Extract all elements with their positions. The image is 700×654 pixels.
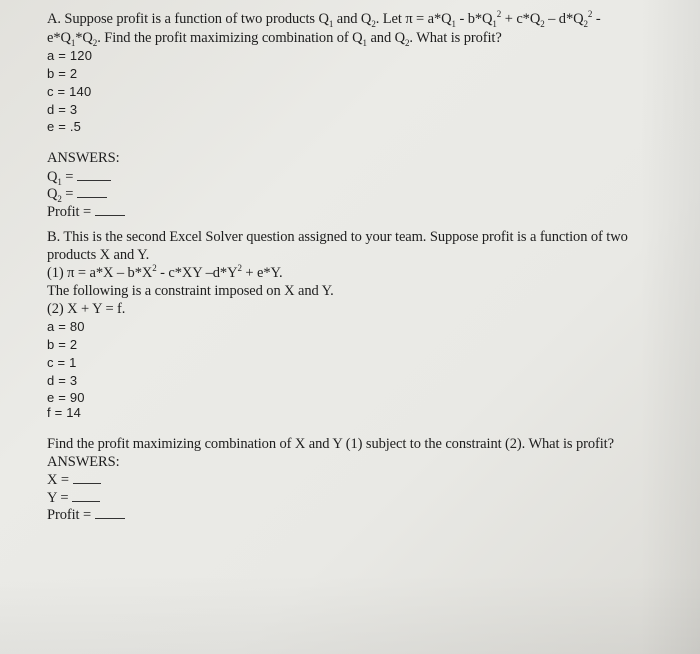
answer-blank[interactable] [95, 204, 125, 216]
param-e: e = .5 [47, 119, 82, 134]
text-segment: e*Q [47, 30, 71, 46]
part-b-question: Find the profit maximizing combination of X and Y (1) subject to the constraint (2). What is profit? [47, 436, 614, 452]
subscript: 2 [540, 18, 545, 29]
subscript: 1 [57, 176, 62, 187]
subscript: 2 [405, 37, 410, 48]
answer-x [47, 472, 101, 488]
text-segment: Profit = [47, 204, 95, 220]
part-b-line1: B. This is the second Excel Solver question assigned to your team. Suppose profit is a function of two [47, 229, 628, 245]
part-b-line2: products X and Y. [47, 247, 150, 263]
text-segment: Profit = [47, 507, 95, 523]
answer-blank[interactable] [77, 186, 107, 198]
answer-q1 [47, 169, 111, 185]
text-segment: - [592, 11, 601, 27]
subscript: 2 [57, 193, 62, 204]
param-a: a = 120 [47, 48, 93, 63]
param-d: d = 3 [47, 102, 78, 117]
answer-q2 [47, 186, 107, 202]
param-f: f = 14 [47, 405, 82, 420]
param-c: c = 1 [47, 355, 77, 370]
superscript: 2 [496, 9, 502, 20]
param-e: e = 90 [47, 390, 85, 405]
part-b-answers-heading: ANSWERS: [47, 454, 120, 470]
subscript: 1 [492, 18, 497, 29]
text-segment: (1) π = a*X – b*X [47, 265, 153, 281]
superscript: 2 [237, 263, 242, 274]
text-segment: Y = [47, 490, 72, 506]
text-segment: + c*Q [501, 11, 541, 27]
param-b: b = 2 [47, 66, 78, 81]
answer-blank[interactable] [95, 507, 125, 519]
text-segment: and Q [333, 11, 372, 27]
answer-profit-b [47, 507, 125, 523]
answer-blank[interactable] [77, 169, 111, 181]
text-segment: = [61, 169, 77, 185]
superscript: 2 [587, 9, 593, 20]
text-segment: A. Suppose profit is a function of two products Q [47, 11, 329, 27]
text-segment: - c*XY –d*Y [156, 265, 238, 281]
text-segment: and Q [366, 30, 405, 46]
subscript: 2 [583, 18, 588, 29]
subscript: 2 [92, 37, 98, 48]
text-segment: . Let π = a*Q [375, 11, 452, 27]
text-segment: - b*Q [455, 11, 493, 27]
text-segment: X = [47, 472, 73, 488]
part-b-equation-1 [47, 265, 283, 281]
text-segment: = [61, 186, 77, 202]
text-segment: . What is profit? [409, 30, 502, 46]
text-segment: . Find the profit maximizing combination of Q [97, 30, 363, 46]
superscript: 2 [152, 263, 157, 274]
text-segment: Q [47, 186, 58, 202]
part-b-constraint-text: The following is a constraint imposed on X and Y. [47, 283, 334, 299]
subscript: 1 [451, 18, 456, 29]
part-a-answers-heading: ANSWERS: [47, 150, 120, 166]
part-b-equation-2: (2) X + Y = f. [47, 301, 126, 317]
subscript: 1 [362, 37, 367, 48]
text-segment: Q [47, 169, 58, 185]
subscript: 2 [371, 18, 376, 29]
subscript: 1 [70, 37, 76, 48]
text-segment: + e*Y. [241, 265, 283, 281]
answer-blank[interactable] [73, 472, 101, 484]
param-b: b = 2 [47, 337, 78, 352]
param-a: a = 80 [47, 319, 85, 334]
text-segment: – d*Q [544, 11, 584, 27]
part-a-intro-line1 [47, 11, 601, 27]
answer-profit-a [47, 204, 125, 220]
part-a-intro-line2 [47, 30, 502, 46]
subscript: 1 [328, 18, 334, 29]
answer-blank[interactable] [72, 490, 100, 502]
text-segment: *Q [75, 30, 93, 46]
param-c: c = 140 [47, 84, 92, 99]
answer-y [47, 490, 100, 506]
param-d: d = 3 [47, 373, 78, 388]
